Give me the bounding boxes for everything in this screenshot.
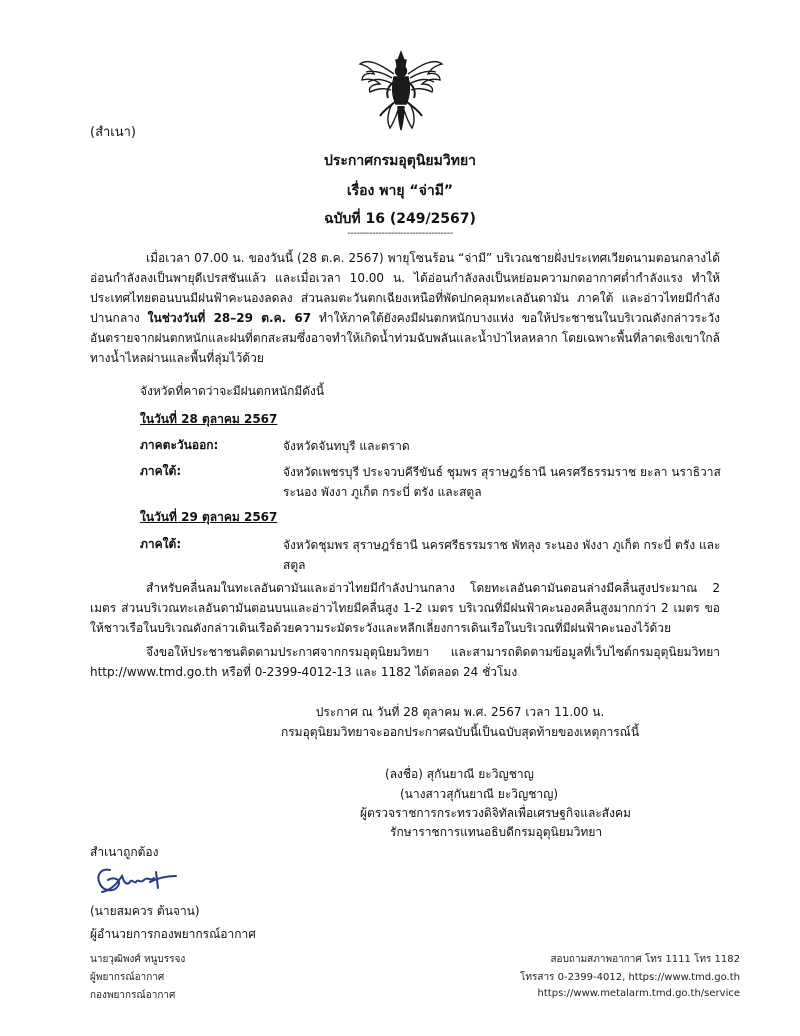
copy-mark: (สำเนา): [90, 125, 137, 140]
certifier-position: ผู้อำนวยการกองพยากรณ์อากาศ: [90, 927, 256, 941]
day1-region-east-text: จังหวัดจันทบุรี และตราด: [283, 439, 410, 453]
true-copy-label: สำเนาถูกต้อง: [90, 845, 159, 859]
document-issue-number: ฉบับที่ 16 (249/2567): [324, 211, 476, 227]
forecaster-division: กองพยากรณ์อากาศ: [90, 990, 176, 1001]
garuda-emblem-icon: [358, 50, 444, 132]
contact-service-link: https://www.metalarm.tmd.go.th/service: [537, 988, 740, 999]
title-divider: ----------------------------------: [347, 228, 453, 239]
situation-paragraph: [90, 248, 720, 368]
handwritten-signature-icon: [92, 862, 180, 898]
document-title: ประกาศกรมอุตุนิยมวิทยา: [323, 153, 477, 169]
signed-line: (ลงชื่อ) สุกันยาณี ยะวิญชาญ: [385, 767, 534, 781]
announcement-date: ประกาศ ณ วันที่ 28 ตุลาคม พ.ศ. 2567 เวลา 11.00 น.: [315, 705, 605, 719]
day2-region-south-text: จังหวัดชุมพร สุราษฎร์ธานี นครศรีธรรมราช พัทลุง ระนอง พังงา ภูเก็ต กระบี่ ตรัง และสตูล: [283, 538, 721, 572]
day2-heading: ในวันที่ 29 ตุลาคม 2567: [140, 510, 278, 524]
day2-region-south-label: ภาคใต้:: [140, 537, 182, 551]
situation-text-2: ทำให้ภาคใต้ยังคงมีฝนตกหนักบางแห่ง ขอให้ประชาชนในบริเวณดังกล่าวระวังอันตรายจากฝนตกหนักและฝนที่ตกสะสมซึ่งอาจทำให้เกิดน้ำท่วมฉับพลันและน้ำป่าไหลหลาก โดยเฉพาะพื้นที่ลาดเชิงเขาใกล้ทางน้ำไหลผ่านและพื้นที่ลุ่มไว้ด้วย: [90, 311, 720, 365]
signatory-name: (นางสาวสุกันยาณี ยะวิญชาญ): [400, 787, 559, 801]
situation-period-bold: ในช่วงวันที่ 28–29 ต.ค. 67: [147, 311, 312, 325]
forecaster-name: นายวุฒิพงศ์ หนูบรรจง: [90, 954, 186, 965]
contact-fax-website: โทรสาร 0-2399-4012, https://www.tmd.go.th: [520, 972, 740, 983]
signatory-acting-position: รักษาราชการแทนอธิบดีกรมอุตุนิยมวิทยา: [390, 825, 603, 839]
situation-text-1: เมื่อเวลา 07.00 น. ของวันนี้ (28 ต.ค. 2567) พายุโซนร้อน “จ่ามี” บริเวณชายฝั่งประเทศเวียดนามตอนกลางได้อ่อนกำลังลงเป็นพายุดีเปรสชันแล้ว และเมื่อเวลา 10.00 น. ได้อ่อนกำลังลงเป็นหย่อมความกดอากาศต่ำกำลังแรง ทำให้ประเทศไทยตอนบนมีฝนฟ้าคะนองลดลง ส่วนลมตะวันตกเฉียงเหนือที่พัดปกคลุมทะเลอันดามัน ภาคใต้ และอ่าวไทยมีกำลังปานกลาง: [90, 251, 720, 325]
contact-phone: สอบถามสภาพอากาศ โทร 1111 โทร 1182: [550, 954, 740, 965]
forecaster-role: ผู้พยากรณ์อากาศ: [90, 972, 165, 983]
day1-region-south-label: ภาคใต้:: [140, 464, 182, 478]
day1-heading: ในวันที่ 28 ตุลาคม 2567: [140, 412, 278, 426]
day1-region-east-label: ภาคตะวันออก:: [140, 438, 219, 452]
follow-up-paragraph: [90, 642, 720, 682]
certifier-name: (นายสมควร ต้นจาน): [90, 904, 200, 918]
announcement-final-note: กรมอุตุนิยมวิทยาจะออกประกาศฉบับนี้เป็นฉบับสุดท้ายของเหตุการณ์นี้: [280, 725, 640, 739]
day1-region-south-text: จังหวัดเพชรบุรี ประจวบคีรีขันธ์ ชุมพร สุราษฎร์ธานี นครศรีธรรมราช ยะลา นราธิวาส ระนอง พังงา ภูเก็ต กระบี่ ตรัง และสตูล: [283, 465, 721, 499]
announcement-block: [260, 702, 660, 742]
follow-up-text: จึงขอให้ประชาชนติดตามประกาศจากกรมอุตุนิยมวิทยา และสามารถติดตามข้อมูลที่เว็บไซต์กรมอุตุนิยมวิทยา http://www.tmd.go.th หรือที่ 0-2399-4012-13 และ 1182 ได้ตลอด 24 ชั่วโมง: [90, 645, 720, 679]
wave-paragraph: สำหรับคลื่นลมในทะเลอันดามันและอ่าวไทยมีกำลังปานกลาง โดยทะเลอันดามันตอนล่างมีคลื่นสูงประมาณ 2 เมตร ส่วนบริเวณทะเลอันดามันตอนบนและอ่าวไทยมีคลื่นสูง 1-2 เมตร บริเวณที่มีฝนฟ้าคะนองคลื่นสูงมากกว่า 2 เมตร ขอให้ชาวเรือในบริเวณดังกล่าวเดินเรือด้วยความระมัดระวังและหลีกเลี่ยงการเดินเรือในบริเวณที่มีฝนฟ้าคะนองไว้ด้วย: [90, 581, 720, 635]
document-subject: เรื่อง พายุ “จ่ามี”: [346, 183, 454, 199]
signatory-position: ผู้ตรวจราชการกระทรวงดิจิทัลเพื่อเศรษฐกิจและสังคม: [360, 806, 631, 820]
heavy-rain-intro: จังหวัดที่คาดว่าจะมีฝนตกหนักมีดังนี้: [140, 384, 325, 398]
